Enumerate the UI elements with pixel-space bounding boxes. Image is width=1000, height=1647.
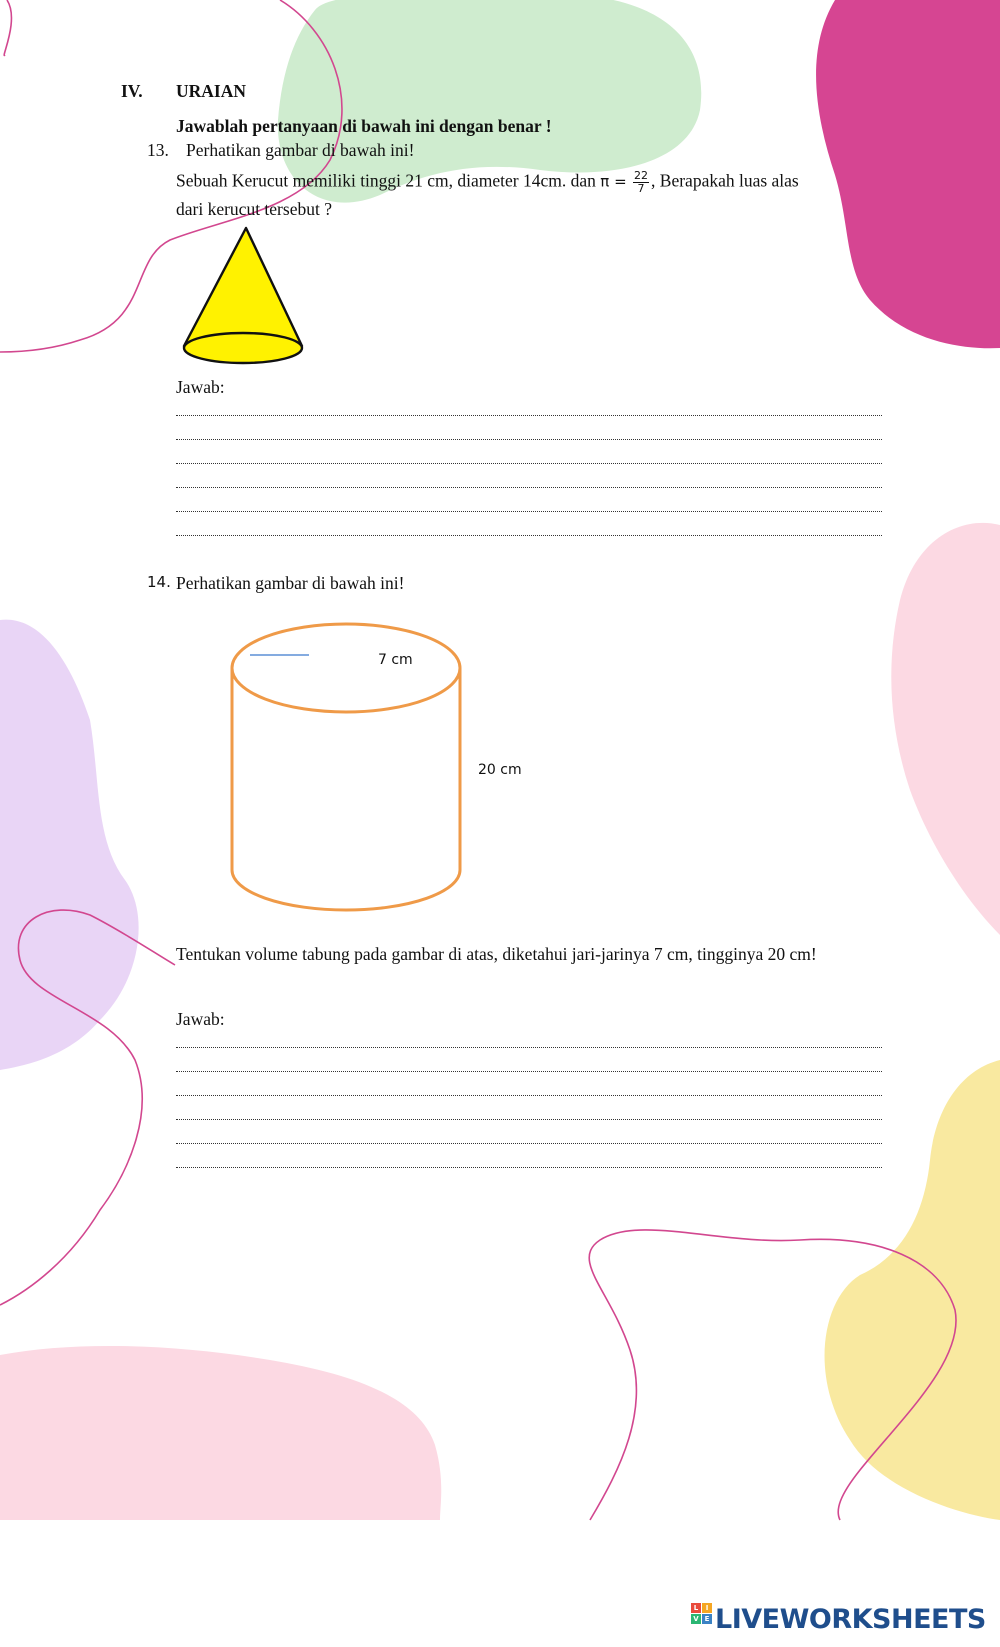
q14-prompt: Perhatikan gambar di bawah ini! — [176, 573, 405, 593]
answer-line[interactable] — [176, 1167, 882, 1168]
logo-mark-letter: V — [691, 1614, 701, 1624]
q13-prompt: Perhatikan gambar di bawah ini! — [186, 140, 415, 160]
pink-blob-right — [891, 523, 1000, 935]
answer-line[interactable] — [176, 511, 882, 512]
q14-answer-label: Jawab: — [176, 1009, 225, 1029]
yellow-blob — [825, 1060, 1000, 1520]
cylinder-top — [232, 624, 460, 712]
answer-line[interactable] — [176, 1095, 882, 1096]
radius-label: 7 cm — [378, 652, 413, 668]
q13-text-line1 — [176, 170, 799, 195]
q14-number: 14. — [147, 573, 171, 591]
cone-base — [184, 333, 302, 363]
pi-label: π = — [600, 172, 627, 191]
q14-question: Tentukan volume tabung pada gambar di atas, diketahui jari-jarinya 7 cm, tingginya 20 cm! — [176, 944, 817, 964]
answer-line[interactable] — [176, 1071, 882, 1072]
answer-line[interactable] — [176, 1047, 882, 1048]
answer-line[interactable] — [176, 535, 882, 536]
logo-mark-letter: I — [702, 1603, 712, 1613]
cone-body — [184, 228, 302, 346]
logo-text: LIVEWORKSHEETS — [715, 1603, 986, 1635]
cone-figure — [178, 222, 308, 368]
q13-number: 13. — [147, 140, 169, 160]
section-number: IV. — [121, 81, 143, 101]
answer-line[interactable] — [176, 415, 882, 416]
answer-line[interactable] — [176, 439, 882, 440]
liveworksheets-logo[interactable] — [691, 1603, 986, 1635]
pi-denominator: 7 — [637, 182, 645, 196]
logo-mark-letter: L — [691, 1603, 701, 1613]
section-instruction: Jawablah pertanyaan di bawah ini dengan benar ! — [176, 116, 552, 136]
answer-line[interactable] — [176, 487, 882, 488]
pink-blob-bottom — [0, 1346, 441, 1520]
answer-line[interactable] — [176, 1119, 882, 1120]
q13-text-before-pi: Sebuah Kerucut memiliki tinggi 21 cm, diameter 14cm. dan — [176, 170, 596, 191]
answer-line[interactable] — [176, 1143, 882, 1144]
q13-text-after-pi: , Berapakah luas alas — [651, 170, 799, 191]
cylinder-figure — [228, 620, 464, 916]
q13-text-line2: dari kerucut tersebut ? — [176, 199, 332, 219]
lavender-blob — [0, 620, 139, 1070]
q13-answer-label: Jawab: — [176, 377, 225, 397]
section-title: URAIAN — [176, 81, 246, 101]
height-label: 20 cm — [478, 762, 522, 778]
pi-fraction — [633, 170, 649, 195]
answer-line[interactable] — [176, 463, 882, 464]
pi-numerator: 22 — [634, 169, 649, 182]
logo-mark-letter: E — [702, 1614, 712, 1624]
logo-mark-icon — [691, 1603, 712, 1635]
magenta-blob — [816, 0, 1000, 348]
